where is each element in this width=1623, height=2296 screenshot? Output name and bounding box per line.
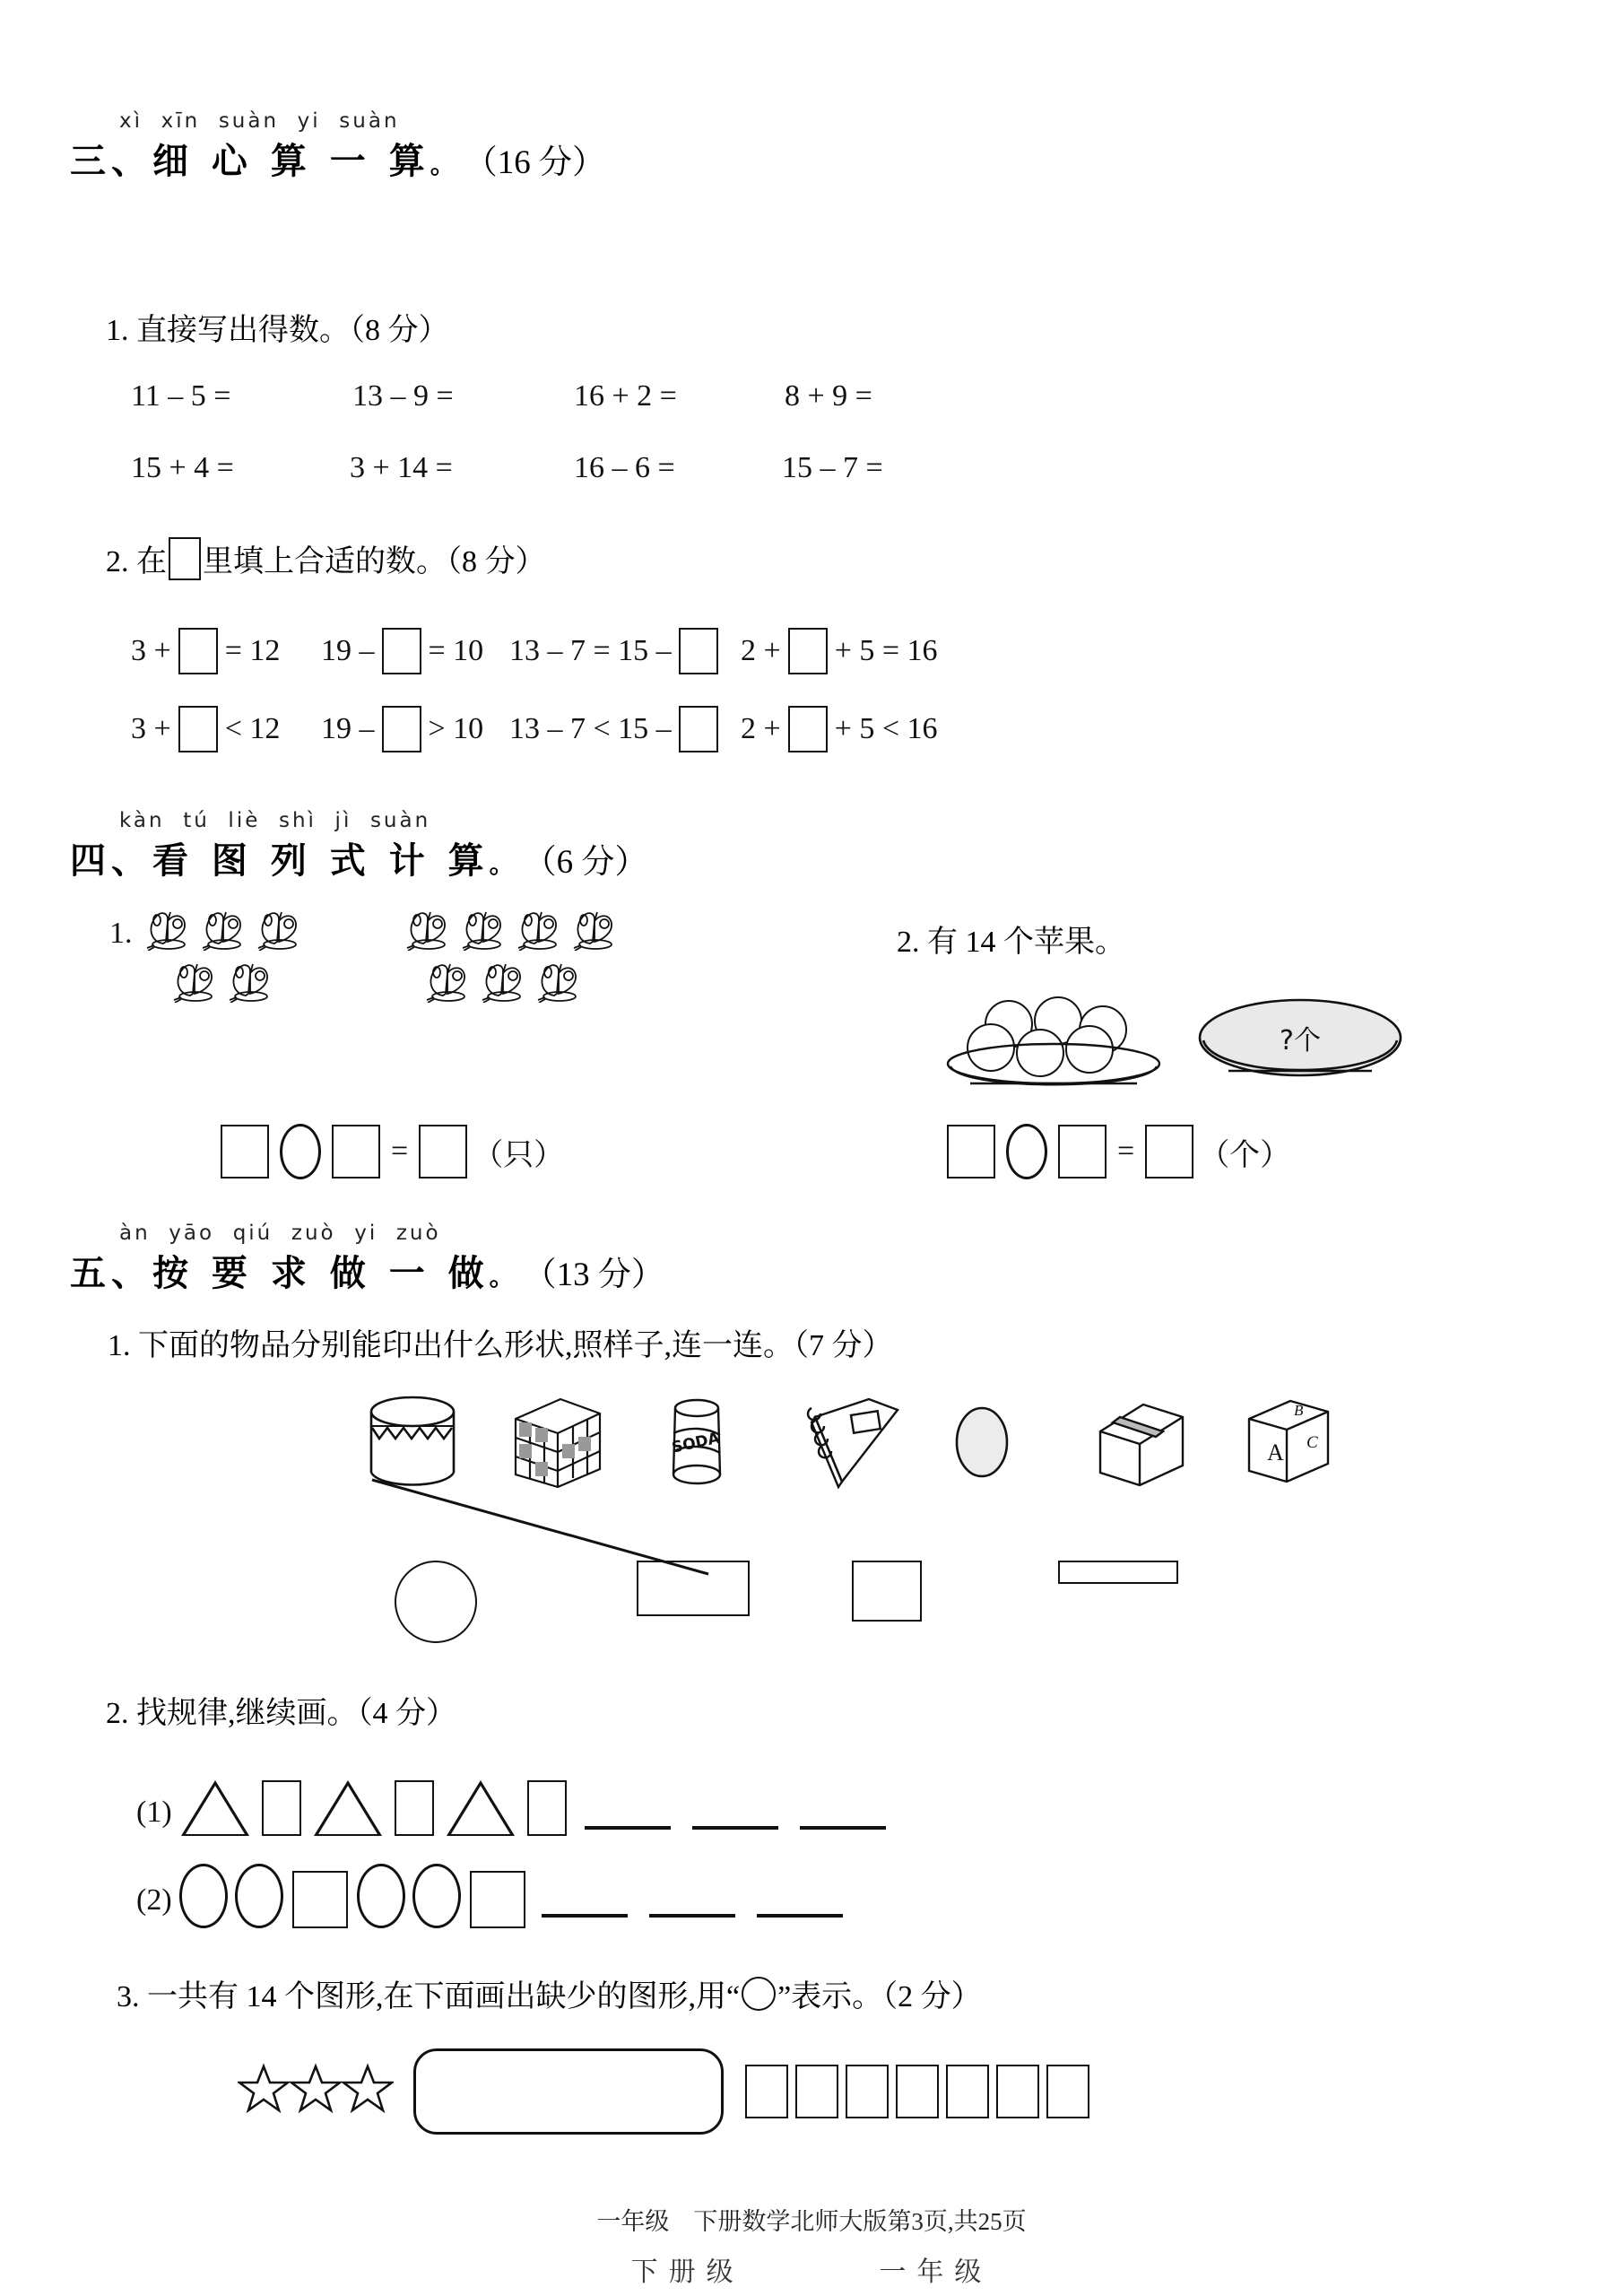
q5-pattern-1-row (136, 1780, 897, 1844)
expr-prefix: 2 + (741, 712, 781, 745)
expr-prefix: 13 – 7 < 15 – (509, 712, 672, 745)
answer-unit: （只） (473, 1138, 565, 1172)
section-5-number: 五、 (70, 1253, 152, 1294)
triangle-shape (314, 1780, 382, 1836)
answer-box[interactable] (178, 706, 218, 752)
q3-sub2-label-b: 里填上合适的数。（8 分） (203, 545, 546, 578)
wedge-box-icon[interactable] (1089, 1392, 1193, 1495)
butterfly-icon (534, 961, 585, 1003)
answer-box[interactable] (1145, 1125, 1193, 1178)
q5-sub1-label: 1. 下面的物品分别能印出什么形状,照样子,连一连。（7 分） (108, 1329, 893, 1362)
q5-sub3-figure-row (238, 2045, 1358, 2144)
operator-circle[interactable] (280, 1124, 321, 1179)
butterfly-icon (143, 909, 194, 951)
page-footer-line-2: 下册级 一年级 (630, 2257, 993, 2288)
q5-sub3-label-head: 3. 一共有 14 个图形,在下面画出缺少的图形,用“ (117, 1980, 741, 2013)
ball-sphere-icon[interactable] (944, 1392, 1047, 1495)
svg-text:A: A (1267, 1439, 1284, 1465)
empty-square-box[interactable] (996, 2065, 1039, 2118)
section-5-pinyin: àn yāo qiú zuò yi zuò (119, 1222, 441, 1245)
section-5-score: （13 分） (523, 1257, 664, 1293)
answer-blank[interactable] (757, 1910, 843, 1918)
pattern-2-shapes (176, 1864, 531, 1936)
q3-fill-row1-item-0 (131, 628, 280, 674)
ellipse-shape (357, 1864, 405, 1928)
section-3-heading: 细 心 算 一 算 (152, 141, 430, 182)
circle-symbol-icon (742, 1977, 776, 2011)
operator-circle[interactable] (1006, 1124, 1047, 1179)
q3-row2-expr-2: 16 – 6 = (574, 451, 675, 484)
q5-sub3-label (117, 1971, 982, 2015)
answer-box[interactable] (679, 628, 718, 674)
answer-box[interactable] (332, 1125, 380, 1178)
q4-item2-text: 2. 有 14 个苹果。 (897, 926, 1125, 959)
butterfly-icon (199, 909, 249, 951)
star-icon (238, 2063, 290, 2115)
page-footer-line-1: 一年级 下册数学北师大版第3页,共25页 (596, 2208, 1027, 2235)
q3-row2-expr-0: 15 + 4 = (131, 451, 234, 484)
ellipse-shape (412, 1864, 461, 1928)
section-4-score: （6 分） (523, 844, 648, 881)
answer-blank[interactable] (542, 1910, 628, 1918)
svg-text:?个: ?个 (1280, 1025, 1321, 1057)
q5-pattern-2-row (136, 1864, 854, 1936)
rectangle-wide-target[interactable] (637, 1561, 750, 1621)
q3-fill-row1-item-1 (321, 628, 483, 674)
equals-sign: = (391, 1135, 409, 1168)
expr-suffix: > 10 (428, 712, 484, 745)
q4-item1-answer-row (215, 1124, 564, 1179)
section-4-heading: 看 图 列 式 计 算 (152, 840, 490, 882)
answer-blank[interactable] (585, 1822, 671, 1830)
butterfly-icon (170, 961, 221, 1003)
star-icon (290, 2063, 342, 2115)
section-4-title (70, 832, 647, 883)
q3-fill-row2-item-0 (131, 706, 280, 752)
empty-square-box[interactable] (745, 2065, 788, 2118)
pattern-2-blanks[interactable] (531, 1883, 854, 1918)
rectangle-shape (292, 1871, 348, 1928)
q3-fill-row2-item-1 (321, 706, 483, 752)
shape-target-row (395, 1561, 1363, 1641)
expr-prefix: 2 + (741, 634, 781, 667)
butterfly-icon (459, 909, 509, 951)
empty-plate-icon (1193, 988, 1426, 1096)
pattern-1-blanks[interactable] (574, 1796, 897, 1830)
rectangle-shape (527, 1780, 567, 1836)
q4-item1-number: 1. (109, 917, 133, 950)
star-icon (342, 2063, 394, 2115)
butterfly-icon (255, 909, 305, 951)
answer-box[interactable] (382, 628, 421, 674)
expr-suffix: = 12 (224, 634, 281, 667)
answer-box[interactable] (947, 1125, 995, 1178)
q3-sub1-label: 1. 直接写出得数。（8 分） (106, 314, 449, 347)
q4-item2-answer-row (942, 1124, 1290, 1179)
section-3-period: 。 (430, 150, 461, 179)
answer-box[interactable] (788, 706, 828, 752)
rectangle-shape (395, 1780, 434, 1836)
answer-box[interactable] (178, 628, 218, 674)
expr-suffix: = 10 (428, 634, 484, 667)
empty-square-box[interactable] (946, 2065, 989, 2118)
expr-prefix: 19 – (321, 634, 375, 667)
answer-blank[interactable] (800, 1822, 886, 1830)
butterfly-icon (423, 961, 473, 1003)
answer-blank[interactable] (692, 1822, 778, 1830)
pattern-1-shapes (176, 1780, 574, 1844)
ellipse-shape (235, 1864, 283, 1928)
empty-square-box[interactable] (846, 2065, 889, 2118)
q3-row2-expr-3: 15 – 7 = (782, 451, 883, 484)
q3-sub2-label-a: 2. 在 (106, 545, 167, 578)
answer-box[interactable] (1058, 1125, 1107, 1178)
section-4-period: 。 (489, 849, 520, 879)
section-4-pinyin: kàn tú liè shì jì suàn (119, 809, 431, 832)
q5-sub2-label: 2. 找规律,继续画。（4 分） (106, 1697, 456, 1730)
expr-prefix: 3 + (131, 712, 171, 745)
empty-square-box[interactable] (1046, 2065, 1089, 2118)
expr-prefix: 3 + (131, 634, 171, 667)
expr-prefix: 19 – (321, 712, 375, 745)
circle-target[interactable] (395, 1561, 477, 1648)
section-4-number: 四、 (70, 840, 152, 882)
butterfly-icon (479, 961, 529, 1003)
butterfly-icon (226, 961, 276, 1003)
abc-block-icon[interactable] (1235, 1392, 1338, 1495)
svg-text:C: C (1306, 1433, 1318, 1452)
answer-box[interactable] (419, 1125, 467, 1178)
rectangle-shape (470, 1871, 525, 1928)
butterfly-icon (570, 909, 621, 951)
answer-box[interactable] (382, 706, 421, 752)
answer-box[interactable] (788, 628, 828, 674)
answer-blank[interactable] (649, 1910, 735, 1918)
q5-sub3-label-tail: ”表示。（2 分） (777, 1980, 982, 2013)
butterfly-icon (515, 909, 565, 951)
apple-plates-illustration (924, 978, 1426, 1103)
pattern-2-index: (2) (136, 1883, 172, 1917)
q3-fill-row1-item-3 (741, 628, 938, 674)
svg-text:B: B (1294, 1402, 1304, 1419)
answer-unit: （个） (1199, 1138, 1291, 1172)
q3-sub2-label (106, 536, 546, 580)
svg-text:SODA: SODA (670, 1429, 722, 1457)
expr-suffix: + 5 = 16 (834, 634, 938, 667)
ellipse-shape (179, 1864, 228, 1928)
q3-row1-expr-1: 13 – 9 = (352, 379, 454, 413)
butterfly-group-illustration (135, 906, 744, 1049)
q3-row1-expr-2: 16 + 2 = (574, 379, 677, 413)
section-3-score: （16 分） (464, 144, 605, 181)
bar-thin-target[interactable] (1058, 1561, 1178, 1588)
apple-plate-icon (924, 978, 1193, 1103)
section-5-title (70, 1245, 664, 1296)
pattern-1-index: (1) (136, 1795, 172, 1829)
empty-square-box[interactable] (795, 2065, 838, 2118)
answer-box[interactable] (679, 706, 718, 752)
section-3-title (70, 133, 605, 184)
answer-box[interactable] (221, 1125, 269, 1178)
rectangle-shape (262, 1780, 301, 1836)
section-5-period: 。 (489, 1262, 520, 1292)
rectangle-square-target[interactable] (852, 1561, 922, 1626)
expr-suffix: + 5 < 16 (834, 712, 938, 745)
q3-fill-row1-item-2 (509, 628, 725, 674)
inline-answer-box[interactable] (169, 537, 201, 580)
expr-suffix: < 12 (224, 712, 281, 745)
section-5-heading: 按 要 求 做 一 做 (152, 1253, 490, 1294)
section-3-number: 三、 (70, 141, 152, 182)
equals-sign: = (1117, 1135, 1135, 1168)
q3-row2-expr-1: 3 + 14 = (350, 451, 453, 484)
q3-row1-expr-0: 11 – 5 = (131, 379, 231, 413)
empty-square-box[interactable] (896, 2065, 939, 2118)
spiral-notebook-icon[interactable] (799, 1392, 902, 1495)
section-3-pinyin: xì xīn suàn yi suàn (119, 109, 400, 133)
rounded-answer-area[interactable] (413, 2048, 724, 2135)
triangle-shape (181, 1780, 249, 1836)
q3-fill-row2-item-2 (509, 706, 725, 752)
q3-row1-expr-3: 8 + 9 = (785, 379, 872, 413)
expr-prefix: 13 – 7 = 15 – (509, 634, 672, 667)
butterfly-icon (404, 909, 454, 951)
q3-fill-row2-item-3 (741, 706, 938, 752)
triangle-shape (447, 1780, 515, 1836)
